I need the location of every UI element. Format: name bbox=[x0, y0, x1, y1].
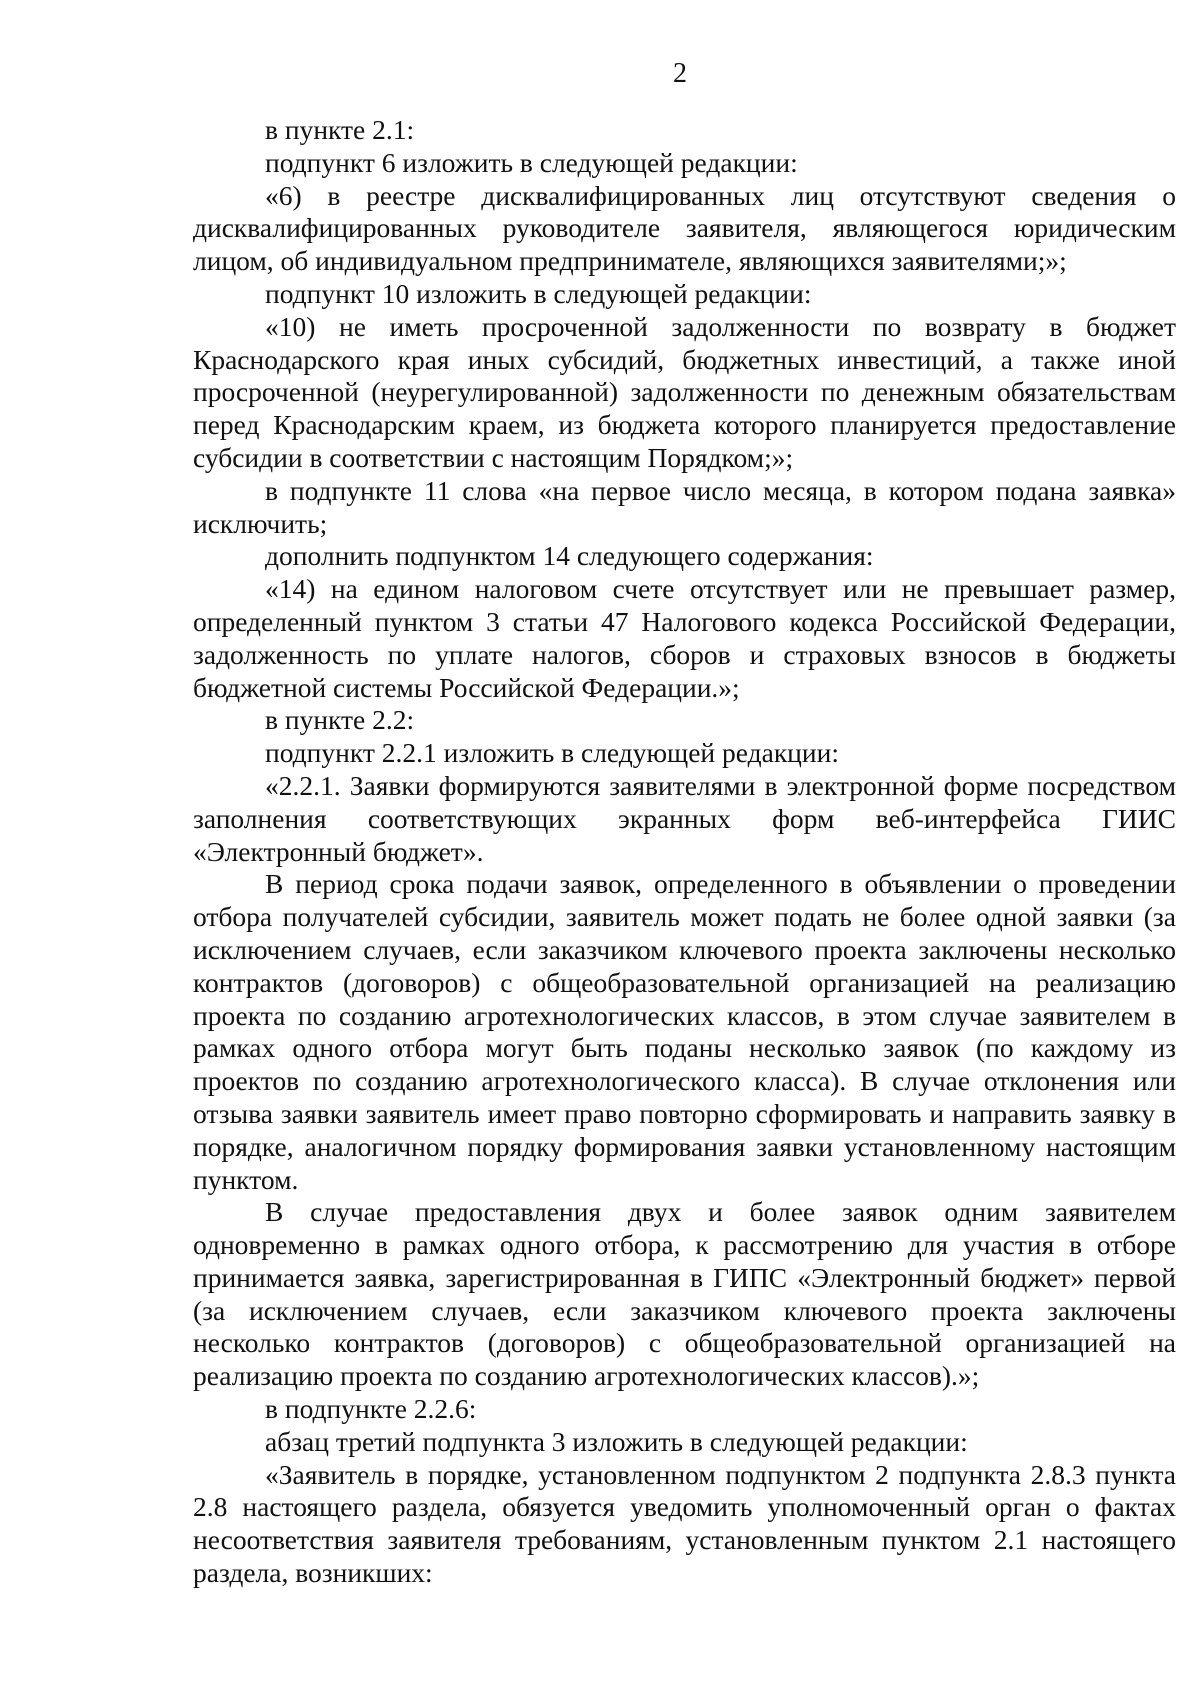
paragraph-16: «Заявитель в порядке, установленном подпунктом 2 подпункта 2.8.3 пункта 2.8 настоящего раздела, обязуется уведомить уполномоченный орган о фактах несоответствия заявителя требованиям, установленным пунктом 2.1 настоящего раздела, возникших: bbox=[193, 1458, 1176, 1589]
page-number: 2 bbox=[673, 58, 687, 89]
paragraph-5: «10) не иметь просроченной задолженности по возврату в бюджет Краснодарского края иных субсидий, бюджетных инвестиций, а также иной просроченной (неурегулированной) задолженности по денежным обязательствам перед Краснодарским краем, из бюджета которого планируется предоставление субсидии в соответствии с настоящим Порядком;»; bbox=[193, 310, 1176, 473]
paragraph-14: в подпункте 2.2.6: bbox=[265, 1393, 477, 1425]
document-body bbox=[193, 114, 1176, 1590]
paragraph-15: абзац третий подпункта 3 изложить в следующей редакции: bbox=[265, 1425, 968, 1457]
paragraph-6: в подпункте 11 слова «на первое число месяца, в котором подана заявка» исключить; bbox=[193, 474, 1176, 539]
paragraph-13: В случае предоставления двух и более заявок одним заявителем одновременно в рамках одного отбора, к рассмотрению для участия в отборе принимается заявка, зарегистрированная в ГИПС «Электронный бюджет» первой (за исключением случаев, если заказчиком ключевого проекта заключены несколько контрактов (договоров) с общеобразовательной организацией на реализацию проекта по созданию агротехнологических классов).»; bbox=[193, 1196, 1176, 1392]
paragraph-12: В период срока подачи заявок, определенного в объявлении о проведении отбора получателей субсидии, заявитель может подать не более одной заявки (за исключением случаев, если заказчиком ключевого проекта заключены несколько контрактов (договоров) с общеобразовательной организацией на реализацию проекта по созданию агротехнологических классов, в этом случае заявителем в рамках одного отбора могут быть поданы несколько заявок (по каждому из проектов по созданию агротехнологического класса). В случае отклонения или отзыва заявки заявитель имеет право повторно сформировать и направить заявку в порядке, аналогичном порядку формирования заявки установленному настоящим пунктом. bbox=[193, 868, 1176, 1195]
paragraph-9: в пункте 2.2: bbox=[265, 704, 415, 736]
paragraph-3: «6) в реестре дисквалифицированных лиц отсутствуют сведения о дисквалифицированных руководителе заявителя, являющегося юридическим лицом, об индивидуальном предпринимателе, являющихся заявителями;»; bbox=[193, 179, 1176, 277]
paragraph-7: дополнить подпунктом 14 следующего содержания: bbox=[265, 540, 874, 572]
paragraph-11: «2.2.1. Заявки формируются заявителями в электронной форме посредством заполнения соответствующих экранных форм веб-интерфейса ГИИС «Электронный бюджет». bbox=[193, 769, 1176, 867]
paragraph-8: «14) на едином налоговом счете отсутствует или не превышает размер, определенный пунктом 3 статьи 47 Налогового кодекса Российской Федерации, задолженность по уплате налогов, сборов и страховых взносов в бюджеты бюджетной системы Российской Федерации.»; bbox=[193, 573, 1176, 703]
paragraph-2: подпункт 6 изложить в следующей редакции: bbox=[265, 146, 798, 178]
paragraph-1: в пункте 2.1: bbox=[265, 114, 415, 145]
paragraph-4: подпункт 10 изложить в следующей редакции: bbox=[265, 277, 812, 309]
paragraph-10: подпункт 2.2.1 изложить в следующей редакции: bbox=[265, 737, 839, 769]
